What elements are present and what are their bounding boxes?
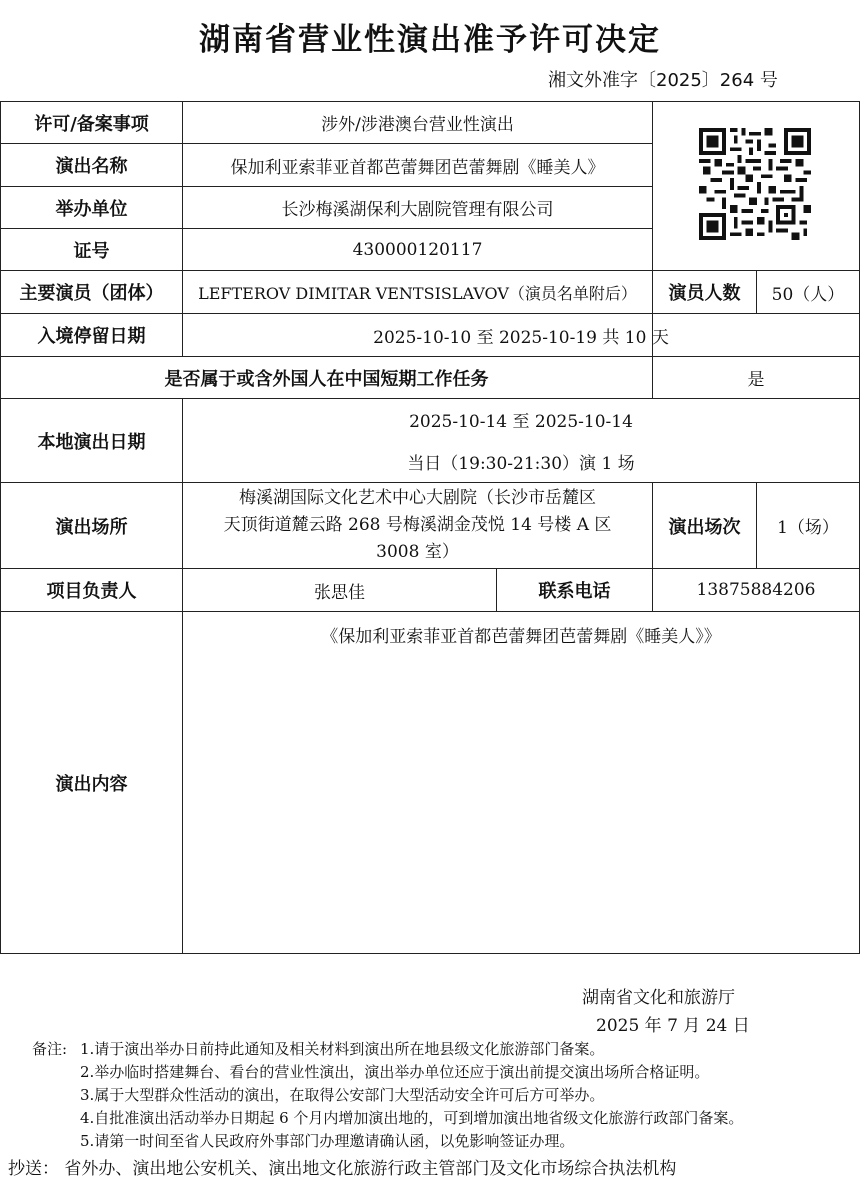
license-no-value: 430000120117	[352, 239, 483, 260]
organizer-label: 举办单位	[55, 198, 128, 220]
issuing-agency: 湖南省文化和旅游厅	[582, 988, 735, 1008]
show-name-value: 保加利亚索菲亚首都芭蕾舞团芭蕾舞剧《睡美人》	[230, 157, 605, 178]
note-item: 2.举办临时搭建舞台、看台的营业性演出，演出举办单位还应于演出前提交演出场所合格证明。	[80, 1063, 710, 1081]
organizer-value: 长沙梅溪湖保利大剧院管理有限公司	[281, 200, 554, 220]
performer-count-value: 50（人）	[771, 284, 845, 305]
venue-line-2: 天顶街道麓云路 268 号梅溪湖金茂悦 14 号楼 A 区	[223, 515, 612, 535]
main-performers-value: LEFTEROV DIMITAR VENTSISLAVOV（演员名单附后）	[198, 283, 637, 303]
venue-value	[183, 483, 652, 568]
document-number: 湘文外准字〔2025〕264 号	[548, 70, 778, 91]
content-label: 演出内容	[55, 773, 128, 795]
contact-phone-label: 联系电话	[538, 581, 611, 602]
content-value: 《保加利亚索菲亚首都芭蕾舞团芭蕾舞剧《睡美人》》	[321, 626, 721, 647]
issue-date: 2025 年 7 月 24 日	[596, 1016, 750, 1036]
license-no-label: 证号	[73, 240, 110, 262]
local-dates-label: 本地演出日期	[37, 431, 146, 453]
show-count-value: 1（场）	[777, 518, 839, 538]
venue-line-3: 3008 室）	[376, 542, 459, 562]
permit-item-value: 涉外/涉港澳台营业性演出	[321, 115, 514, 135]
project-lead-label: 项目负责人	[46, 581, 137, 602]
stay-dates-label: 入境停留日期	[37, 326, 146, 347]
carbon-copy-line: 抄送： 省外办、演出地公安机关、演出地文化旅游行政主管部门及文化市场综合执法机构	[8, 1159, 677, 1179]
stay-dates-value: 2025-10-10 至 2025-10-19 共 10 天	[373, 327, 669, 348]
main-performers-label: 主要演员（团体）	[19, 283, 164, 304]
venue-label: 演出场所	[55, 516, 128, 538]
local-dates-session: 当日（19:30-21:30）演 1 场	[407, 453, 635, 474]
project-lead-value: 张思佳	[314, 582, 365, 603]
permit-item-label: 许可/备案事项	[34, 113, 149, 135]
local-dates-range: 2025-10-14 至 2025-10-14	[409, 411, 633, 432]
contact-phone-value: 13875884206	[696, 580, 816, 600]
note-item: 1.请于演出举办日前持此通知及相关材料到演出所在地县级文化旅游部门备案。	[80, 1040, 605, 1058]
qr-code-icon[interactable]	[699, 128, 811, 240]
document-title: 湖南省营业性演出准予许可决定	[199, 22, 661, 58]
performer-count-label: 演员人数	[668, 283, 741, 304]
notes-label: 备注:	[32, 1040, 68, 1058]
venue-line-1: 梅溪湖国际文化艺术中心大剧院（长沙市岳麓区	[239, 488, 596, 508]
show-count-label: 演出场次	[668, 516, 741, 538]
show-name-label: 演出名称	[55, 156, 128, 177]
short-term-work-value: 是	[747, 370, 765, 390]
short-term-work-label: 是否属于或含外国人在中国短期工作任务	[164, 368, 489, 390]
note-item: 3.属于大型群众性活动的演出，在取得公安部门大型活动安全许可后方可举办。	[80, 1086, 605, 1104]
note-item: 4.自批准演出活动举办日期起 6 个月内增加演出地的，可到增加演出地省级文化旅游行政部门备案。	[80, 1109, 744, 1127]
note-item: 5.请第一时间至省人民政府外事部门办理邀请确认函，以免影响签证办理。	[80, 1132, 575, 1150]
